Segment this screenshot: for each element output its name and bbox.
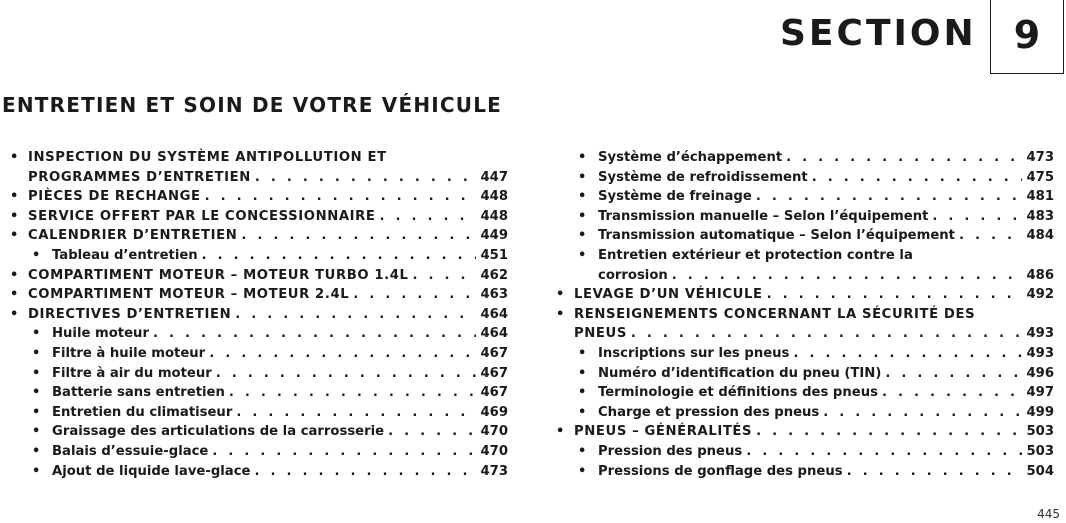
toc-entry-page: 470 bbox=[480, 424, 508, 440]
toc-entry-page: 503 bbox=[1026, 443, 1054, 459]
bullet-icon: • bbox=[578, 169, 587, 185]
dot-leader bbox=[229, 383, 477, 403]
toc-entry-label: Entretien du climatiseur bbox=[52, 404, 233, 420]
bullet-icon: • bbox=[578, 228, 587, 244]
dot-leader bbox=[202, 246, 477, 266]
toc-entry-page: 497 bbox=[1026, 385, 1054, 401]
toc-entry-page: 462 bbox=[480, 267, 508, 283]
toc-entry bbox=[10, 246, 508, 266]
toc-entry-page: 473 bbox=[1026, 150, 1054, 165]
toc-entry-label: Système d’échappement bbox=[598, 150, 783, 165]
toc-entry-label: Transmission automatique – Selon l’équipement bbox=[598, 228, 955, 244]
bullet-icon: • bbox=[10, 208, 19, 224]
dot-leader bbox=[756, 422, 1022, 442]
toc-entry bbox=[556, 226, 1054, 246]
bullet-icon: • bbox=[10, 287, 19, 303]
toc-entry bbox=[556, 148, 1054, 168]
toc-entry-label: Pressions de gonflage des pneus bbox=[598, 463, 843, 479]
toc-entry-label: SERVICE OFFERT PAR LE CONCESSIONNAIRE bbox=[28, 208, 376, 224]
dot-leader bbox=[793, 344, 1022, 364]
dot-leader bbox=[205, 187, 477, 207]
dot-leader bbox=[672, 266, 1023, 286]
toc-entry-page: 467 bbox=[480, 345, 508, 361]
bullet-icon: • bbox=[578, 443, 587, 459]
toc-entry bbox=[10, 462, 508, 482]
toc-entry-page: 448 bbox=[480, 208, 508, 224]
dot-leader bbox=[235, 305, 476, 325]
toc-entry-page: 483 bbox=[1026, 208, 1054, 224]
toc-entry-label: INSPECTION DU SYSTÈME ANTIPOLLUTION ET bbox=[28, 150, 387, 165]
section-label: SECTION bbox=[780, 13, 977, 54]
toc-entry-page: 469 bbox=[480, 404, 508, 420]
bullet-icon: • bbox=[32, 365, 41, 381]
toc-entry-label: Ajout de liquide lave-glace bbox=[52, 463, 251, 479]
dot-leader bbox=[746, 442, 1022, 462]
dot-leader bbox=[847, 462, 1023, 482]
toc-entry bbox=[10, 422, 508, 442]
dot-leader bbox=[932, 207, 1022, 227]
toc-entry bbox=[556, 344, 1054, 364]
toc-entry-page: 464 bbox=[480, 326, 508, 342]
dot-leader bbox=[255, 168, 477, 188]
toc-entry-label: Numéro d’identification du pneu (TIN) bbox=[598, 365, 882, 381]
toc-entry-label: Batterie sans entretien bbox=[52, 385, 225, 401]
bullet-icon: • bbox=[10, 150, 19, 165]
bullet-icon: • bbox=[556, 287, 565, 303]
bullet-icon: • bbox=[578, 463, 587, 479]
dot-leader bbox=[756, 187, 1023, 207]
toc-entry-page: 449 bbox=[480, 228, 508, 244]
toc-entry bbox=[556, 442, 1054, 462]
toc-entry-page: 493 bbox=[1026, 345, 1054, 361]
page-number: 445 bbox=[1037, 507, 1060, 521]
toc-entry-label: Inscriptions sur les pneus bbox=[598, 345, 790, 361]
toc-entry-label: Balais d’essuie-glace bbox=[52, 443, 209, 459]
dot-leader bbox=[236, 403, 476, 423]
page-title: ENTRETIEN ET SOIN DE VOTRE VÉHICULE bbox=[2, 93, 503, 117]
dot-leader bbox=[241, 226, 476, 246]
dot-leader bbox=[254, 462, 476, 482]
dot-leader bbox=[882, 383, 1023, 403]
bullet-icon: • bbox=[578, 208, 587, 224]
bullet-icon: • bbox=[10, 267, 19, 283]
dot-leader bbox=[216, 364, 477, 384]
toc-entry-page: 504 bbox=[1026, 463, 1054, 479]
toc-entry bbox=[10, 168, 508, 188]
toc-entry-page: 496 bbox=[1026, 365, 1054, 381]
toc-entry-page: 493 bbox=[1026, 326, 1054, 342]
toc-right-column bbox=[556, 148, 1054, 481]
dot-leader bbox=[388, 422, 476, 442]
dot-leader bbox=[413, 266, 477, 286]
toc-entry-label: PNEUS bbox=[574, 326, 627, 342]
toc-entry-page: 470 bbox=[480, 443, 508, 459]
toc-entry bbox=[10, 148, 508, 168]
section-number-box: 9 bbox=[990, 0, 1064, 74]
bullet-icon: • bbox=[556, 424, 565, 440]
toc-entry-label: COMPARTIMENT MOTEUR – MOTEUR 2.4L bbox=[28, 287, 350, 303]
dot-leader bbox=[380, 207, 477, 227]
toc-entry-label: corrosion bbox=[598, 267, 668, 283]
toc-entry bbox=[556, 187, 1054, 207]
toc-entry-page: 499 bbox=[1026, 404, 1054, 420]
dot-leader bbox=[812, 168, 1023, 188]
toc-entry bbox=[10, 266, 508, 286]
toc-entry-label: Filtre à air du moteur bbox=[52, 365, 212, 381]
toc-entry bbox=[556, 305, 1054, 325]
toc-entry-page: 463 bbox=[480, 287, 508, 303]
toc-entry-label: Transmission manuelle – Selon l’équipement bbox=[598, 208, 929, 224]
bullet-icon: • bbox=[10, 228, 19, 244]
toc-entry bbox=[10, 285, 508, 305]
bullet-icon: • bbox=[556, 306, 565, 322]
bullet-icon: • bbox=[32, 443, 41, 459]
toc-entry-page: 481 bbox=[1026, 189, 1054, 205]
toc-entry-label: LEVAGE D’UN VÉHICULE bbox=[574, 287, 763, 303]
bullet-icon: • bbox=[578, 189, 587, 205]
toc-entry-page: 492 bbox=[1026, 287, 1054, 303]
bullet-icon: • bbox=[578, 404, 587, 420]
toc-entry-label: Filtre à huile moteur bbox=[52, 345, 206, 361]
bullet-icon: • bbox=[578, 345, 587, 361]
bullet-icon: • bbox=[578, 365, 587, 381]
bullet-icon: • bbox=[32, 424, 41, 440]
bullet-icon: • bbox=[32, 463, 41, 479]
bullet-icon: • bbox=[10, 306, 19, 322]
bullet-icon: • bbox=[10, 189, 19, 205]
toc-entry-label: PIÈCES DE RECHANGE bbox=[28, 189, 201, 205]
toc-entry bbox=[556, 266, 1054, 286]
toc-entry-label: PROGRAMMES D’ENTRETIEN bbox=[28, 169, 251, 185]
toc-entry-label: COMPARTIMENT MOTEUR – MOTEUR TURBO 1.4L bbox=[28, 267, 409, 283]
toc-entry bbox=[10, 383, 508, 403]
toc-entry bbox=[556, 285, 1054, 305]
toc-entry-page: 484 bbox=[1026, 228, 1054, 244]
toc-entry bbox=[10, 207, 508, 227]
toc-entry bbox=[10, 403, 508, 423]
toc-entry bbox=[556, 462, 1054, 482]
bullet-icon: • bbox=[578, 150, 587, 165]
toc-entry-page: 467 bbox=[480, 365, 508, 381]
toc-entry bbox=[556, 324, 1054, 344]
toc-entry-label: Pression des pneus bbox=[598, 443, 743, 459]
toc-entry-label: RENSEIGNEMENTS CONCERNANT LA SÉCURITÉ DES bbox=[574, 306, 976, 322]
toc-entry-label: Charge et pression des pneus bbox=[598, 404, 820, 420]
toc-entry-page: 503 bbox=[1026, 424, 1054, 440]
dot-leader bbox=[353, 285, 476, 305]
toc-entry bbox=[556, 246, 1054, 266]
toc-entry-label: Graissage des articulations de la carrosserie bbox=[52, 424, 385, 440]
toc-entry-label: CALENDRIER D’ENTRETIEN bbox=[28, 228, 238, 244]
toc-entry-page: 451 bbox=[480, 247, 508, 263]
toc-entry bbox=[556, 383, 1054, 403]
toc-entry-page: 464 bbox=[480, 306, 508, 322]
dot-leader bbox=[786, 148, 1022, 168]
toc-entry bbox=[10, 226, 508, 246]
toc-entry bbox=[10, 187, 508, 207]
dot-leader bbox=[823, 403, 1022, 423]
bullet-icon: • bbox=[578, 385, 587, 401]
dot-leader bbox=[767, 285, 1023, 305]
toc-entry bbox=[10, 305, 508, 325]
toc-entry-label: Terminologie et définitions des pneus bbox=[598, 385, 878, 401]
toc-entry bbox=[10, 344, 508, 364]
dot-leader bbox=[959, 226, 1023, 246]
toc-entry bbox=[10, 364, 508, 384]
toc-entry-page: 473 bbox=[480, 463, 508, 479]
dot-leader bbox=[212, 442, 476, 462]
toc-entry-label: Entretien extérieur et protection contre la bbox=[598, 247, 913, 263]
toc-entry bbox=[556, 168, 1054, 188]
toc-entry-label: Système de freinage bbox=[598, 189, 752, 205]
bullet-icon: • bbox=[32, 385, 41, 401]
toc-entry bbox=[556, 422, 1054, 442]
toc-entry-page: 486 bbox=[1026, 267, 1054, 283]
bullet-icon: • bbox=[32, 326, 41, 342]
toc-entry-label: PNEUS – GÉNÉRALITÉS bbox=[574, 424, 753, 440]
bullet-icon: • bbox=[578, 247, 587, 263]
toc-entry-label: Tableau d’entretien bbox=[52, 247, 198, 263]
toc-entry-label: Huile moteur bbox=[52, 326, 149, 342]
toc-entry bbox=[556, 403, 1054, 423]
toc-entry-label: DIRECTIVES D’ENTRETIEN bbox=[28, 306, 232, 322]
dot-leader bbox=[153, 324, 477, 344]
toc-entry-page: 447 bbox=[480, 169, 508, 185]
toc-entry bbox=[10, 442, 508, 462]
toc-entry-page: 475 bbox=[1026, 169, 1054, 185]
toc-entry bbox=[556, 207, 1054, 227]
bullet-icon: • bbox=[32, 247, 41, 263]
dot-leader bbox=[631, 324, 1023, 344]
toc-left-column bbox=[10, 148, 508, 481]
bullet-icon: • bbox=[32, 345, 41, 361]
toc-entry-label: Système de refroidissement bbox=[598, 169, 808, 185]
toc-entry bbox=[556, 364, 1054, 384]
toc-entry-page: 467 bbox=[480, 385, 508, 401]
bullet-icon: • bbox=[32, 404, 41, 420]
toc-entry-page: 448 bbox=[480, 189, 508, 205]
toc-entry bbox=[10, 324, 508, 344]
dot-leader bbox=[209, 344, 476, 364]
dot-leader bbox=[885, 364, 1022, 384]
